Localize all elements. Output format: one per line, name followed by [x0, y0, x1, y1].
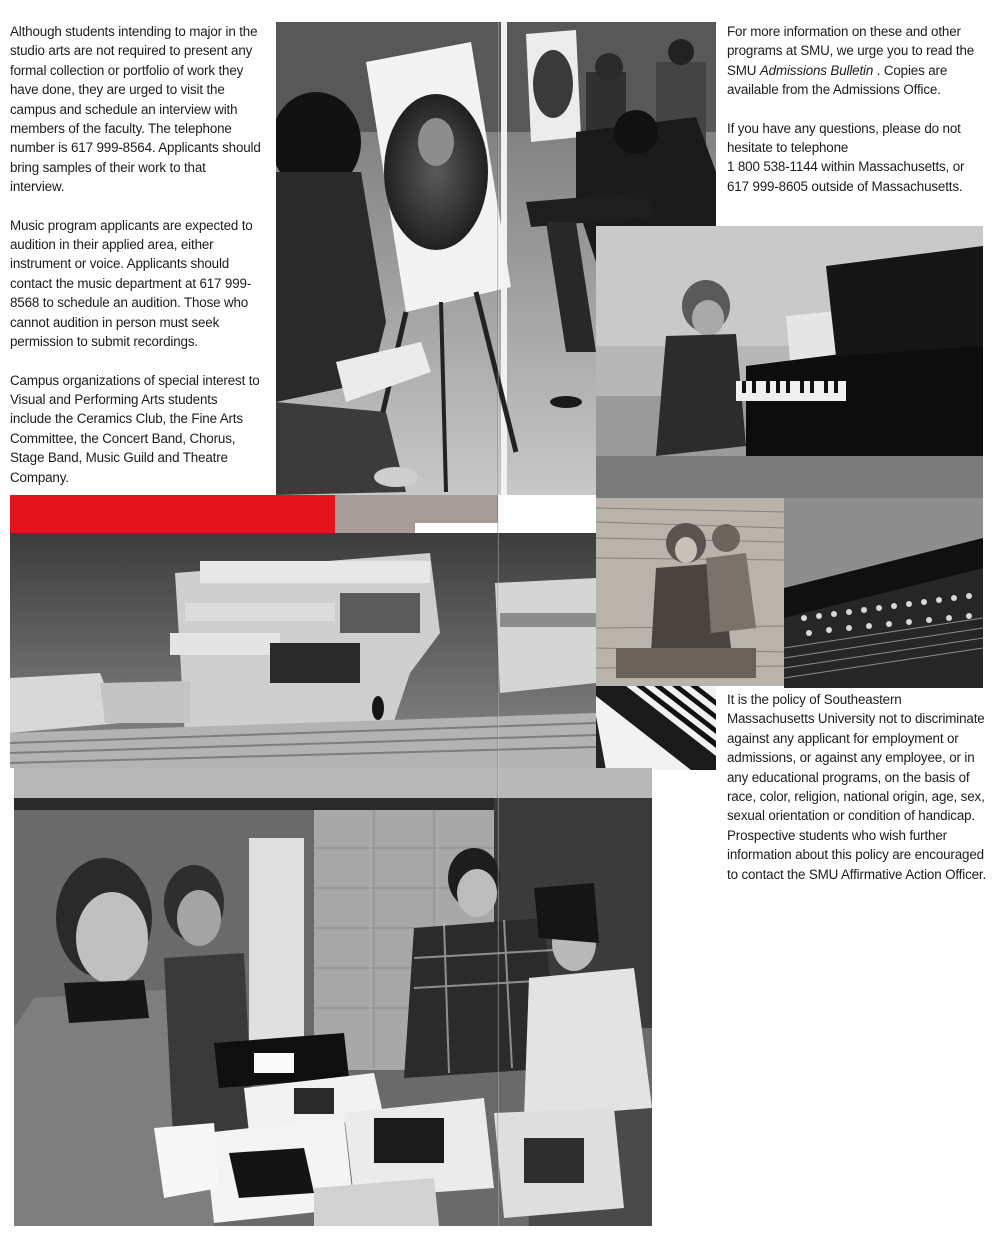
- right-bottom-text: [727, 690, 989, 884]
- piano-strings-photo: [784, 498, 983, 688]
- more-info-text-end: . Copies are available from the Admissions Office.: [727, 62, 948, 98]
- campus-organizations-paragraph: Campus organizations of special interest to Visual and Performing Arts students include the Ceramics Club, the Fine Arts Committee, the Concert Band, Chorus, Stage Band, Music Guild and Theatre Company.: [10, 372, 260, 485]
- campus-building-photo: [10, 533, 596, 768]
- left-column-text: [10, 22, 262, 487]
- music-audition-paragraph: Music program applicants are expected to audition in their applied area, either instrument or voice. Applicants should contact the music department at 617 999-8568 to schedule an audition. Those who cannot audition in person must seek permission to submit recordings.: [10, 217, 253, 350]
- phone-in-state: 1 800 538-1144 within Massachusetts, or: [727, 159, 965, 175]
- phone-out-of-state: 617 999-8605 outside of Massachusetts.: [727, 178, 963, 194]
- portfolio-review-photo: [14, 768, 652, 1226]
- page-fold-line: [497, 22, 499, 1226]
- more-info-text: For more information on these and other programs at SMU, we urge you to read the SMU: [727, 24, 975, 78]
- red-accent-bar: [10, 495, 335, 533]
- questions-paragraph: [727, 119, 992, 197]
- studio-arts-paragraph: Although students intending to major in the studio arts are not required to present any formal collection or portfolio of work they have done, they are urged to visit the campus and schedule an interview with members of the faculty. The telephone number is 617 999-8564. Applicants should bring samples of their work to that interview.: [10, 24, 261, 195]
- right-top-text: [727, 22, 992, 196]
- admissions-bulletin-title: Admissions Bulletin: [759, 62, 874, 78]
- nondiscrimination-policy-paragraph: It is the policy of Southeastern Massachusetts University not to discriminate against any applicant for employment or admissions, or against any employee, or in any educational programs, on the basis of race, color, religion, national origin, age, sex, sexual orientation or condition of handicap. Prospective students who wish further information about this policy are encouraged to contact the SMU Affirmative Action Officer.: [727, 692, 987, 882]
- piano-keys-photo: [596, 686, 716, 770]
- questions-intro: If you have any questions, please do not hesitate to telephone: [727, 120, 961, 156]
- more-info-paragraph: [727, 22, 992, 100]
- pianist-photo: [596, 226, 983, 498]
- etching-artwork-photo: [596, 498, 784, 686]
